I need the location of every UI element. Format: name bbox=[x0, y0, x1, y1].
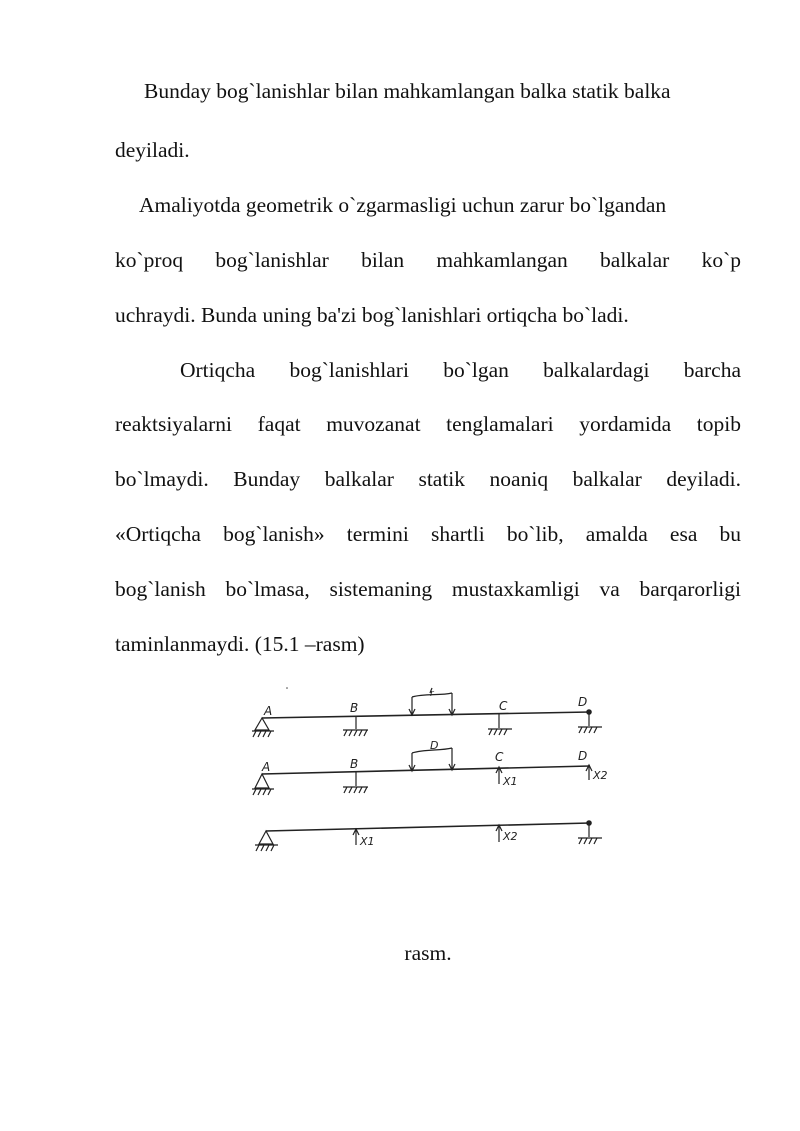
beam-2-label-b: B bbox=[350, 757, 359, 771]
beam-1-label-b: B bbox=[350, 701, 359, 715]
beam-1 bbox=[252, 688, 602, 737]
beam-2-reaction-x1 bbox=[496, 767, 502, 784]
beam-2-support-b bbox=[343, 772, 368, 793]
beam-diagram-figure bbox=[240, 682, 620, 862]
beam-3-reaction-x1 bbox=[353, 829, 359, 845]
beam-1-label-c: C bbox=[499, 699, 508, 713]
paragraph-3-line-4: «Ortiqcha bog`lanish» termini shartli bo`lib, amalda esa bu bbox=[115, 522, 741, 546]
beam-3-reaction-x2 bbox=[496, 825, 502, 842]
beam-2-line bbox=[262, 766, 590, 774]
paragraph-1-line-1: Bunday bog`lanishlar bilan mahkamlangan balka statik balka bbox=[144, 79, 671, 103]
beam-2-label-x2: X2 bbox=[593, 769, 608, 782]
beam-3-support-d bbox=[578, 821, 602, 844]
beam-2-reaction-x2 bbox=[586, 765, 592, 780]
paragraph-2-line-1: Amaliyotda geometrik o`zgarmasligi uchun zarur bo`lgandan bbox=[139, 193, 667, 217]
paragraph-3-line-5: bog`lanish bo`lmasa, sistemaning mustaxkamligi va barqarorligi bbox=[115, 577, 741, 601]
beam-3 bbox=[255, 821, 602, 851]
paragraph-2-line-2: ko`proq bog`lanishlar bilan mahkamlangan balkalar ko`p bbox=[115, 248, 741, 272]
figure-caption: rasm. bbox=[404, 941, 452, 965]
beam-2-load-label: D bbox=[430, 739, 439, 752]
beam-1-label-d: D bbox=[578, 695, 588, 709]
beam-3-label-x2: X2 bbox=[503, 830, 518, 843]
beam-2-label-a: A bbox=[262, 760, 271, 774]
beam-1-support-b bbox=[343, 717, 368, 736]
paragraph-3-line-6: taminlanmaydi. (15.1 –rasm) bbox=[115, 632, 365, 656]
beam-1-label-a: A bbox=[264, 704, 273, 718]
beam-2-label-x1: X1 bbox=[503, 775, 518, 788]
beam-1-support-c bbox=[488, 714, 512, 735]
paragraph-3-line-1: Ortiqcha bog`lanishlari bo`lgan balkalardagi barcha bbox=[180, 358, 741, 382]
beam-2 bbox=[252, 739, 608, 795]
paragraph-1-line-2: deyiladi. bbox=[115, 138, 190, 162]
beam-2-label-c: C bbox=[495, 750, 504, 764]
beam-3-support-a bbox=[255, 831, 278, 851]
beam-1-load-label: r bbox=[430, 689, 434, 699]
beam-1-support-a bbox=[252, 718, 274, 737]
paragraph-3-line-3: bo`lmaydi. Bunday balkalar statik noaniq balkalar deyiladi. bbox=[115, 467, 741, 491]
beam-1-line bbox=[262, 712, 590, 718]
beam-1-support-d bbox=[578, 710, 602, 733]
beam-2-label-d: D bbox=[578, 749, 588, 763]
beam-diagram bbox=[240, 682, 620, 862]
paragraph-3-line-2: reaktsiyalarni faqat muvozanat tenglamalari yordamida topib bbox=[115, 412, 741, 436]
beam-2-support-a bbox=[252, 774, 274, 795]
beam-3-line bbox=[266, 823, 590, 831]
beam-3-label-x1: X1 bbox=[360, 835, 375, 848]
paragraph-2-line-3: uchraydi. Bunda uning ba'zi bog`lanishlari ortiqcha bo`ladi. bbox=[115, 303, 629, 327]
